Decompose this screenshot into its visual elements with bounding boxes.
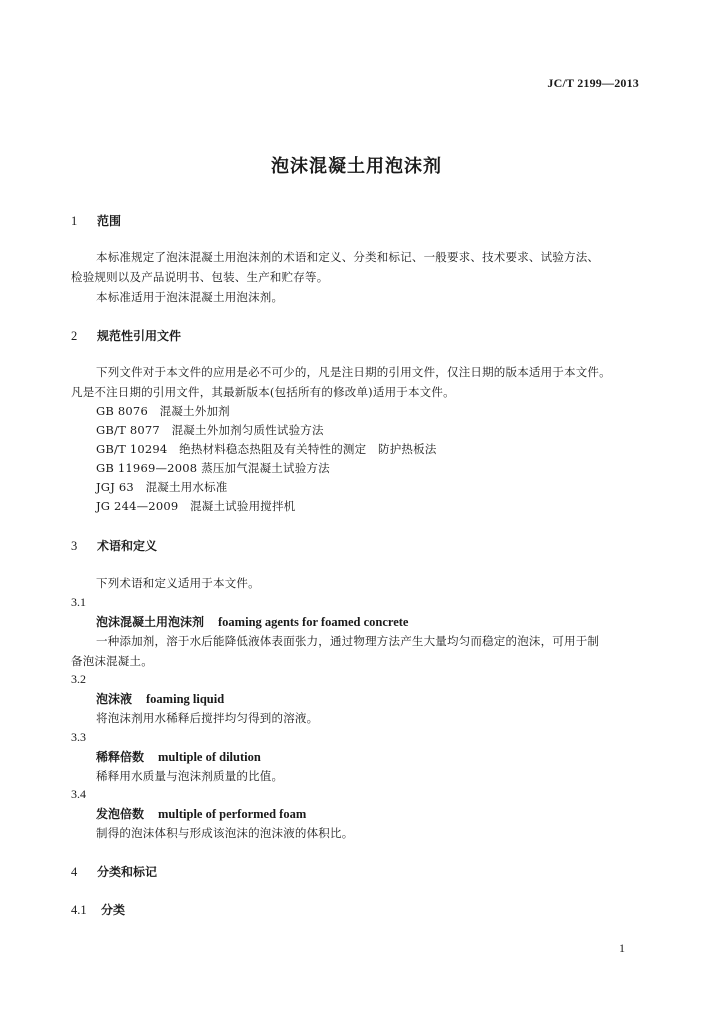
reference-item: GB 11969—2008 蒸压加气混凝土试验方法	[96, 461, 330, 475]
term-zh: 泡沫混凝土用泡沫剂	[96, 615, 205, 629]
section-number: 4	[71, 865, 78, 879]
section-2-intro-line-1: 下列文件对于本文件的应用是必不可少的，凡是注日期的引用文件，仅注日期的版本适用于本文件。	[96, 365, 611, 379]
reference-item: GB/T 10294 绝热材料稳态热阻及有关特性的测定 防护热板法	[96, 442, 437, 456]
section-number: 3	[71, 539, 78, 553]
section-number: 2	[71, 329, 78, 343]
term-en: multiple of performed foam	[158, 807, 307, 821]
section-1-para-2: 本标准适用于泡沫混凝土用泡沫剂。	[96, 290, 284, 304]
section-title: 范围	[97, 214, 122, 228]
term-definition-line-1: 稀释用水质量与泡沫剂质量的比值。	[96, 769, 284, 783]
term-en: foaming liquid	[146, 692, 225, 706]
term-en: foaming agents for foamed concrete	[218, 615, 409, 629]
section-3-intro: 下列术语和定义适用于本文件。	[96, 576, 260, 590]
section-title: 术语和定义	[97, 539, 158, 553]
term-en: multiple of dilution	[158, 750, 261, 764]
term-number: 3.1	[71, 595, 86, 609]
term-definition-line-1: 一种添加剂，溶于水后能降低液体表面张力，通过物理方法产生大量均匀而稳定的泡沫，可用于制	[96, 634, 600, 648]
section-3-heading	[71, 537, 157, 554]
term-number: 3.2	[71, 672, 86, 686]
section-title: 分类和标记	[97, 865, 158, 879]
section-title: 规范性引用文件	[97, 329, 182, 343]
section-2-heading	[71, 327, 181, 344]
term-heading	[96, 690, 224, 707]
term-heading	[96, 805, 306, 822]
section-1-heading	[71, 212, 121, 229]
standard-code: JC/T 2199—2013	[547, 76, 639, 90]
reference-item: JG 244—2009 混凝土试验用搅拌机	[96, 499, 296, 513]
term-number: 3.4	[71, 787, 86, 801]
section-1-para-1-line-2: 检验规则以及产品说明书、包装、生产和贮存等。	[71, 270, 329, 284]
page-number: 1	[619, 941, 625, 955]
reference-item: JGJ 63 混凝土用水标准	[96, 480, 228, 494]
term-heading	[96, 748, 261, 765]
term-zh: 稀释倍数	[96, 750, 145, 764]
reference-item: GB 8076 混凝土外加剂	[96, 404, 230, 418]
term-definition-line-1: 制得的泡沫体积与形成该泡沫的泡沫液的体积比。	[96, 826, 354, 840]
subsection-title: 分类	[101, 903, 126, 917]
subsection-4-1-heading	[71, 901, 125, 918]
term-zh: 发泡倍数	[96, 807, 145, 821]
term-zh: 泡沫液	[96, 692, 133, 706]
term-definition-line-2: 备泡沫混凝土。	[71, 654, 153, 668]
document-title: 泡沫混凝土用泡沫剂	[271, 156, 442, 177]
term-heading	[96, 613, 408, 630]
subsection-number: 4.1	[71, 903, 87, 917]
section-number: 1	[71, 214, 78, 228]
term-number: 3.3	[71, 730, 86, 744]
term-definition-line-1: 将泡沫剂用水稀释后搅拌均匀得到的溶液。	[96, 711, 319, 725]
reference-item: GB/T 8077 混凝土外加剂匀质性试验方法	[96, 423, 324, 437]
section-4-heading	[71, 863, 157, 880]
section-1-para-1-line-1: 本标准规定了泡沫混凝土用泡沫剂的术语和定义、分类和标记、一般要求、技术要求、试验方法、	[96, 250, 600, 264]
section-2-intro-line-2: 凡是不注日期的引用文件，其最新版本(包括所有的修改单)适用于本文件。	[71, 385, 455, 399]
